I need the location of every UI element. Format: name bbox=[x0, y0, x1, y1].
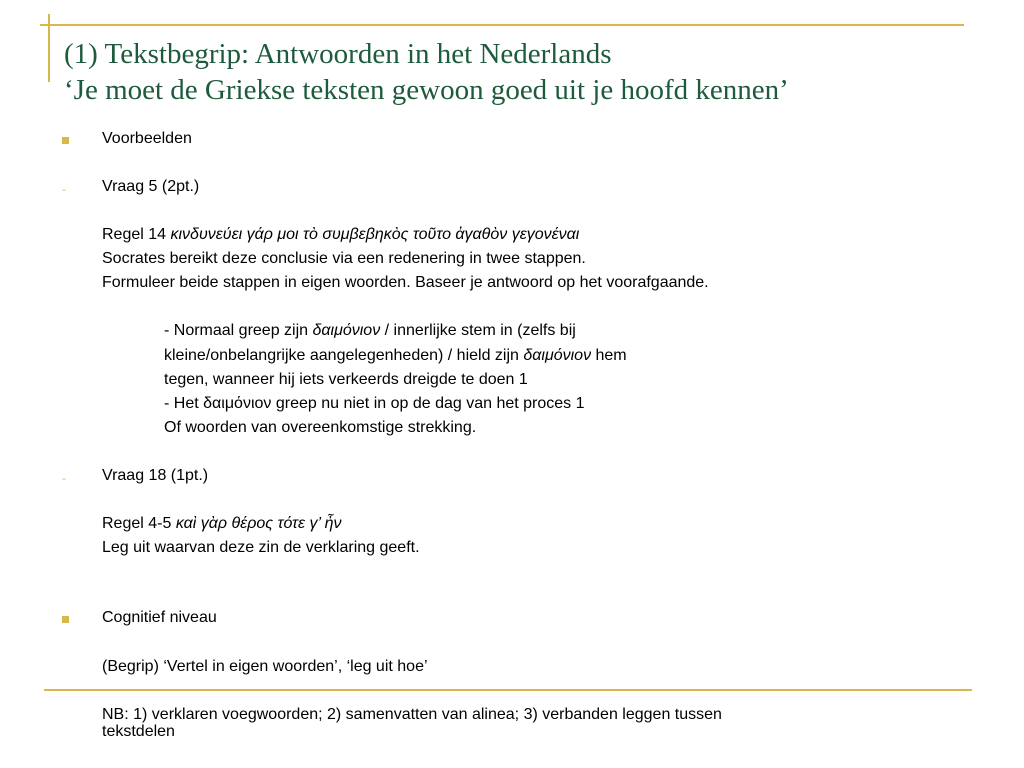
answer-line-2-greek: δαιμόνιον bbox=[523, 347, 592, 364]
vraag18-label: Vraag 18 (1pt.) bbox=[102, 467, 209, 484]
answer-line-3: tegen, wanneer hij iets verkeerds dreigde te doen 1 bbox=[164, 371, 528, 388]
leg-uit-line: Leg uit waarvan deze zin de verklaring geeft. bbox=[102, 539, 420, 556]
regel45-greek: καὶ γὰρ θέρος τότε γ’ ἦν bbox=[175, 515, 342, 532]
answer-line-5: Of woorden van overeenkomstige strekking. bbox=[164, 419, 477, 436]
dash-bullet: - bbox=[62, 182, 66, 196]
title-line-1: (1) Tekstbegrip: Antwoorden in het Nederlands bbox=[64, 38, 612, 70]
begrip-line: (Begrip) ‘Vertel in eigen woorden’, ‘leg uit hoe’ bbox=[102, 658, 428, 675]
frame-bottom-rule bbox=[44, 689, 972, 691]
square-bullet bbox=[62, 137, 69, 144]
regel45-label: Regel 4-5 bbox=[102, 515, 176, 532]
nb-line-1: NB: 1) verklaren voegwoorden; 2) samenvatten van alinea; 3) verbanden leggen tussen bbox=[102, 706, 722, 723]
formuleer-line: Formuleer beide stappen in eigen woorden. Baseer je antwoord op het voorafgaande. bbox=[102, 274, 709, 291]
title-line-2: ‘Je moet de Griekse teksten gewoon goed uit je hoofd kennen’ bbox=[64, 74, 789, 106]
cognitief-label: Cognitief niveau bbox=[102, 609, 217, 626]
answer-line-1-a: - Normaal greep zijn bbox=[164, 322, 313, 339]
voorbeelden-label: Voorbeelden bbox=[102, 130, 192, 147]
answer-line-2-a: kleine/onbelangrijke aangelegenheden) / hield zijn bbox=[164, 347, 524, 364]
square-bullet bbox=[62, 616, 69, 623]
vraag5-label: Vraag 5 (2pt.) bbox=[102, 178, 200, 195]
dash-bullet: - bbox=[62, 471, 66, 485]
socrates-line: Socrates bereikt deze conclusie via een redenering in twee stappen. bbox=[102, 250, 586, 267]
frame-top-rule bbox=[40, 24, 964, 26]
answer-line-4: - Het δαιμόνιον greep nu niet in op de dag van het proces 1 bbox=[164, 395, 585, 412]
regel14-label: Regel 14 bbox=[102, 226, 171, 243]
nb-line-2: tekstdelen bbox=[102, 723, 175, 740]
answer-line-1 bbox=[164, 321, 576, 341]
answer-line-1-b: / innerlijke stem in (zelfs bij bbox=[380, 322, 576, 339]
slide-title bbox=[64, 36, 964, 108]
regel14-greek: κινδυνεύει γάρ μοι τὸ συμβεβηκὸς τοῦτο ἀγαθὸν γεγονέναι bbox=[170, 226, 580, 243]
answer-line-2-b: hem bbox=[591, 347, 627, 364]
regel45-line bbox=[102, 514, 341, 534]
frame-left-rule bbox=[48, 14, 50, 82]
answer-line-1-greek: δαιμόνιον bbox=[312, 322, 381, 339]
answer-line-2 bbox=[164, 346, 627, 366]
regel14-line bbox=[102, 225, 579, 245]
